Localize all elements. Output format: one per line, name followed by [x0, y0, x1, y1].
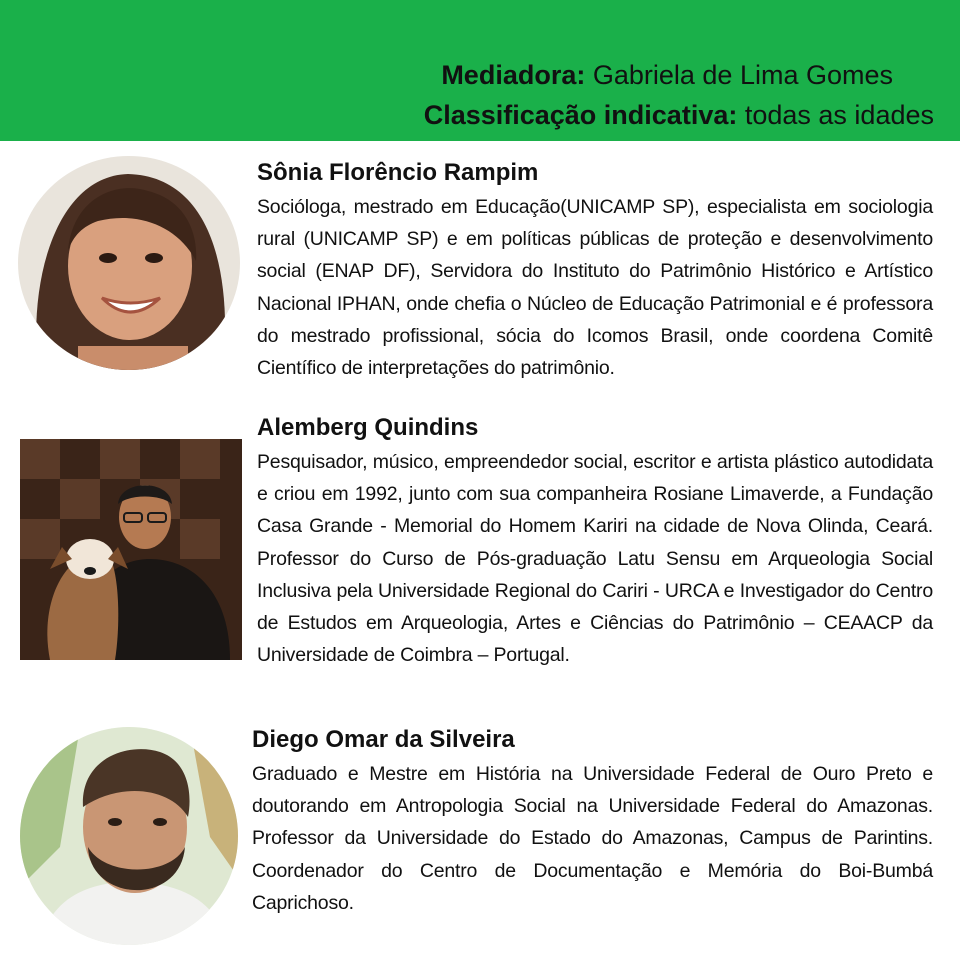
portrait-man-with-dog-icon — [20, 439, 242, 660]
header-banner — [0, 0, 960, 141]
rating-value: todas as idades — [744, 100, 934, 130]
speaker-photo-alemberg — [20, 439, 242, 660]
speaker-bio-block — [252, 725, 933, 919]
mediator-value: Gabriela de Lima Gomes — [592, 60, 893, 90]
rating-line — [424, 97, 934, 133]
speaker-name: Alemberg Quindins — [257, 414, 479, 441]
mediator-label: Mediadora: — [441, 60, 586, 90]
speaker-bio-block — [257, 158, 933, 384]
speaker-name: Sônia Florêncio Rampim — [257, 159, 539, 186]
mediator-line — [441, 57, 893, 93]
speaker-name: Diego Omar da Silveira — [252, 726, 515, 753]
speaker-photo-sonia — [18, 156, 240, 370]
portrait-woman-icon — [18, 156, 240, 370]
speaker-bio: Socióloga, mestrado em Educação(UNICAMP SP), especialista em sociologia rural (UNICAMP SP) e em políticas públicas de proteção e desenvolvimento social (ENAP DF), Servidora do Instituto do Patrimônio Histórico e Artístico Nacional IPHAN, onde chefia o Núcleo de Educação Patrimonial e é professora do mestrado profissional, sócia do Icomos Brasil, onde coordena Comitê Científico de interpretações do patrimônio. — [257, 196, 933, 380]
speaker-bio: Graduado e Mestre em História na Universidade Federal de Ouro Preto e doutorando em Antropologia Social na Universidade Federal do Amazonas. Professor da Universidade do Estado do Amazonas, Campus de Parintins. Coordenador do Centro de Documentação e Memória do Boi-Bumbá Caprichoso. — [252, 763, 933, 914]
rating-label: Classificação indicativa: — [423, 100, 738, 130]
speaker-bio-block — [257, 413, 933, 671]
portrait-bearded-man-icon — [20, 727, 238, 945]
speaker-photo-diego — [20, 727, 238, 945]
speaker-bio: Pesquisador, músico, empreendedor social, escritor e artista plástico autodidata e criou em 1992, junto com sua companheira Rosiane Limaverde, a Fundação Casa Grande - Memorial do Homem Kariri na cidade de Nova Olinda, Ceará. Professor do Curso de Pós-graduação Latu Sensu em Arqueologia Social Inclusiva pela Universidade Regional do Cariri - URCA e Investigador do Centro de Estudos em Arqueologia, Artes e Ciências do Patrimônio – CEAACP da Universidade de Coimbra – Portugal. — [257, 451, 933, 667]
